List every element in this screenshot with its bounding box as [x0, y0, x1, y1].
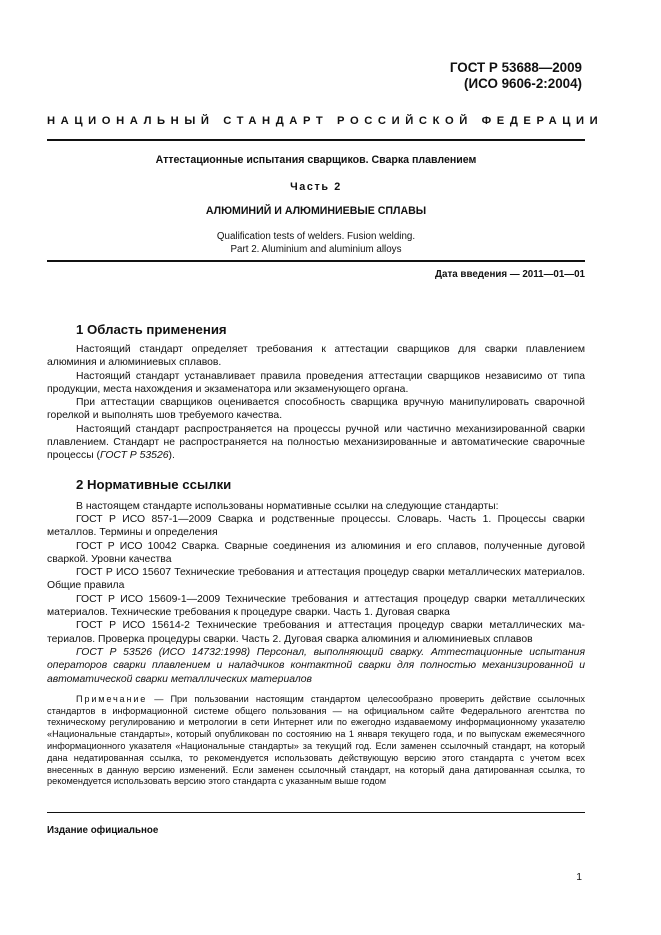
section-2-heading: 2 Нормативные ссылки: [76, 476, 232, 492]
title-rule: [47, 260, 585, 262]
paragraph-text: Настоящий стандарт распространяется на процессы ручной или частично механизированной сварки плавлением. Стандарт не распространяется на полностью механизированные и автоматические сварочные процессы (: [47, 423, 585, 462]
official-edition-label: Издание официальное: [47, 825, 159, 836]
gost-reference: ГОСТ Р 53526: [100, 450, 169, 462]
document-body: [47, 322, 585, 788]
footer-rule: [47, 812, 585, 813]
national-standard-heading: НАЦИОНАЛЬНЫЙ СТАНДАРТ РОССИЙСКОЙ ФЕДЕРАЦИИ: [47, 115, 604, 127]
section-1-heading: 1 Область применения: [76, 322, 227, 337]
reference-item: ГОСТ Р ИСО 10042 Сварка. Сварные соединения из алюминия и его сплавов, полученные дуговой сваркой. Уровни качества: [47, 540, 585, 565]
page-number: 1: [576, 872, 582, 883]
section-2-paragraph: В настоящем стандарте использованы нормативные ссылки на следующие стандарты:: [76, 500, 499, 512]
introduction-date: Дата введения — 2011—01—01: [435, 269, 585, 280]
standard-number: ГОСТ Р 53688—2009: [449, 60, 582, 75]
section-1-paragraph: [47, 423, 585, 463]
english-title: [47, 231, 585, 256]
part-label: Часть 2: [290, 181, 342, 193]
iso-number: (ИСО 9606-2:2004): [464, 76, 582, 91]
english-title-line-2: Part 2. Aluminium and aluminium alloys: [230, 243, 402, 255]
reference-item: ГОСТ Р ИСО 15607 Технические требования и аттестация процедур сварки металлических материалов. Общие правила: [47, 567, 585, 592]
reference-item: ГОСТ Р ИСО 15614-2 Технические требования и аттестация процедур сварки металлических материалов. Проверка процедуры сварки. Часть 2. Дуговая сварка алюминия и алюминиевых сплавов: [47, 620, 585, 645]
top-rule: [47, 139, 585, 141]
reference-item: ГОСТ Р ИСО 857-1—2009 Сварка и родственные процессы. Словарь. Часть 1. Процессы сварки металлов. Термины и определения: [47, 513, 585, 539]
document-title: Аттестационные испытания сварщиков. Сварка плавлением: [155, 154, 477, 166]
english-title-line-1: Qualification tests of welders. Fusion welding.: [216, 231, 416, 242]
note: [47, 694, 585, 788]
paragraph-text-end: ).: [168, 450, 175, 462]
section-1-paragraph: При аттестации сварщиков оценивается способность сварщика вручную манипулировать сварочной горелкой и выполнять шов требуемого качества.: [47, 397, 585, 422]
standard-number-block: [332, 60, 582, 92]
section-1-paragraph: Настоящий стандарт определяет требования к аттестации сварщиков для сварки плавлением алюминия и алюминиевых сплавов.: [47, 344, 585, 369]
note-label: Примечание: [76, 693, 148, 704]
reference-item-italic: ГОСТ Р 53526 (ИСО 14732:1998) Персонал, выполняющий сварку. Аттестационные испытания операторов сварки плавлением и наладчиков контактной сварки для полностью механизированной и автоматической сварки металлических материалов: [47, 646, 585, 685]
note-text: — При пользовании настоящим стандартом целесообразно проверить действие ссылочных стандартов в информационной системе общего пользования — на официальном сайте Федерального агентства по техническому регулированию и метрологии в сети Интернет или по ежегодно издаваемому информационному указателю «Национальные стандарты», который опубликован по состоянию на 1 января текущего года, и по выпускам ежемесячного информационного указателя «Национальные стандарты» за текущий год. Если заменен ссылочный стандарт, на который дана недатированная ссылка, то рекомендуется использовать действующую версию этого стандарта с учетом всех внесенных в данную версию изменений. Если заменен ссылочный стандарт, на который дана датированная ссылка, то рекомендуется использовать версию этого стандарта с указанным выше годом: [47, 693, 585, 787]
section-1-paragraph: Настоящий стандарт устанавливает правила проведения аттестации сварщиков независимо от типа продукции, места нахождения и экзаменатора или экзаменующего органа.: [47, 370, 585, 395]
reference-item: ГОСТ Р ИСО 15609-1—2009 Технические требования и аттестация процедур сварки металлических материалов. Технические требования к процедуре сварки. Часть 1. Дуговая сварка: [47, 593, 585, 619]
part-title: АЛЮМИНИЙ И АЛЮМИНИЕВЫЕ СПЛАВЫ: [205, 205, 427, 217]
